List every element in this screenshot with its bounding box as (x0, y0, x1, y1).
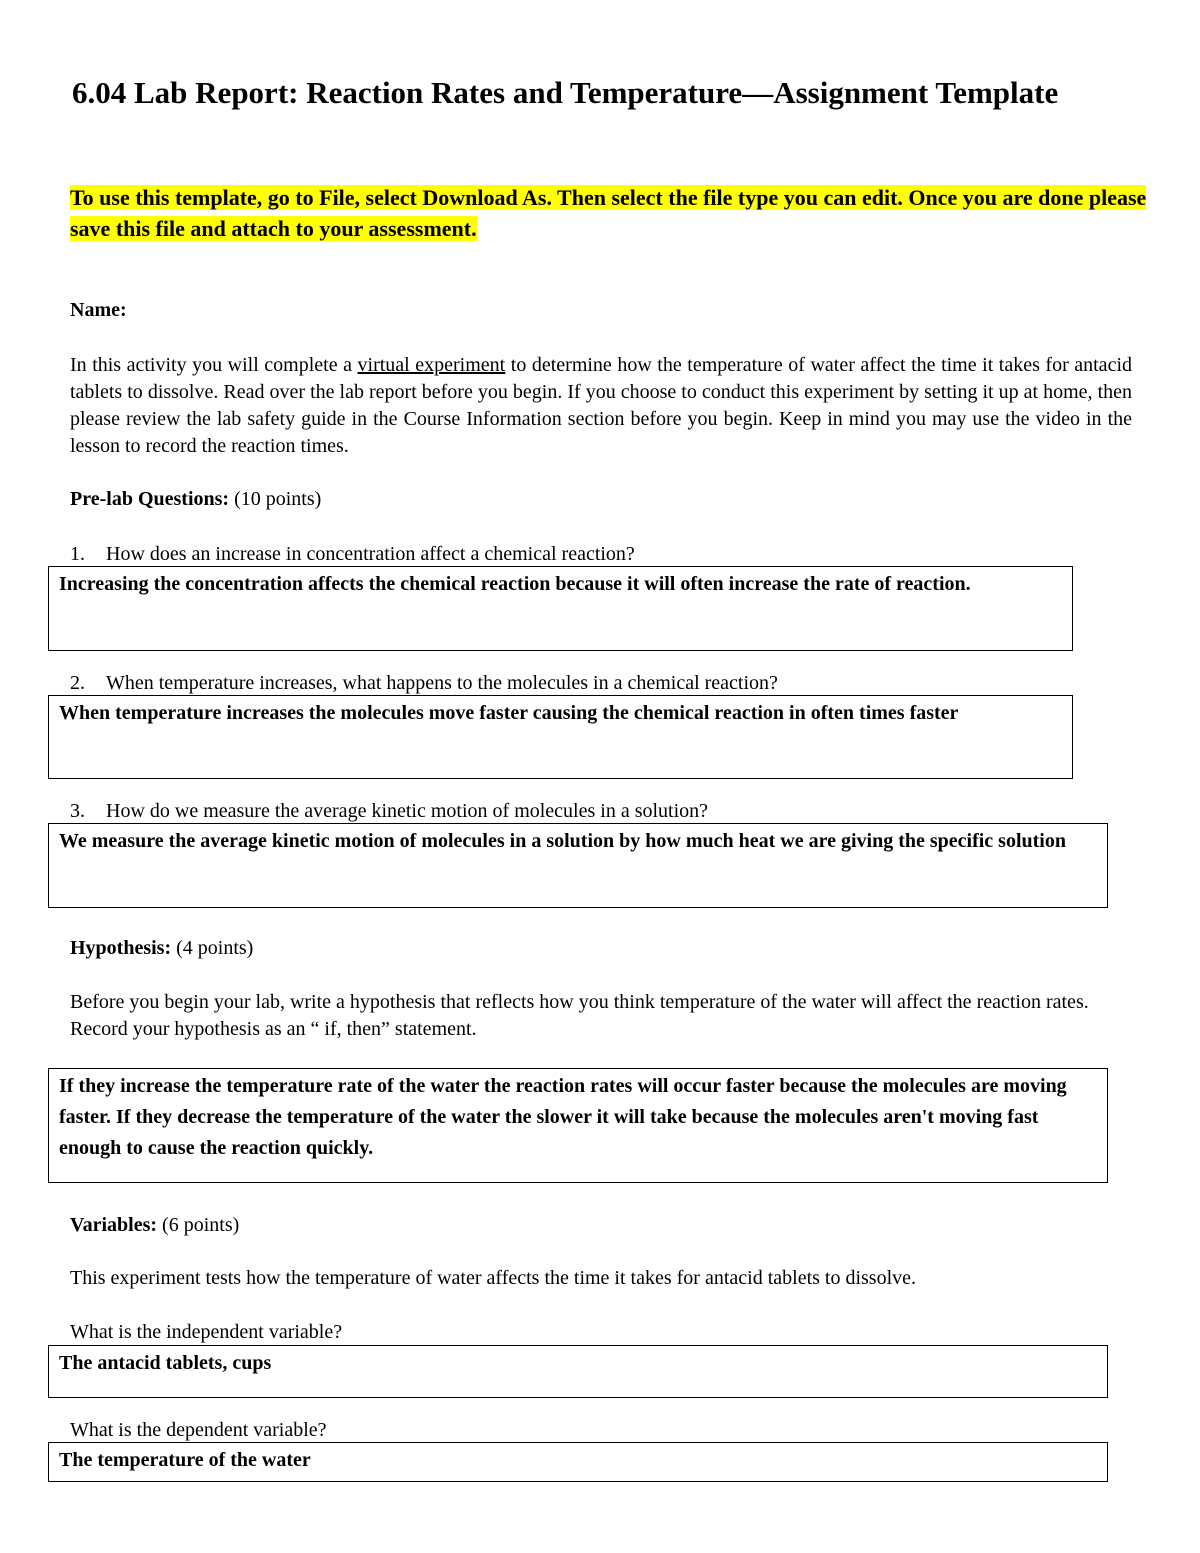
variables-points: (6 points) (162, 1214, 240, 1236)
virtual-experiment-link[interactable]: virtual experiment (357, 354, 506, 376)
intro-text-before: In this activity you will complete a (70, 354, 358, 376)
highlighted-instructions: To use this template, go to File, select Download As. Then select the file type you can edit. Once you are done please save this file and attach to your assessment. (70, 185, 1147, 241)
independent-variable-question: What is the independent variable? (70, 1321, 343, 1343)
template-instructions (70, 182, 1160, 244)
question-2 (70, 670, 778, 697)
prelab-heading-label: Pre-lab Questions: (70, 488, 230, 510)
prelab-points: (10 points) (234, 488, 322, 510)
dependent-variable-question: What is the dependent variable? (70, 1419, 327, 1441)
answer-box-2[interactable]: When temperature increases the molecules move faster causing the chemical reaction in often times faster (48, 695, 1073, 779)
question-number: 2. (70, 672, 85, 694)
variables-heading-label: Variables: (70, 1214, 158, 1236)
intro-text-after: to determine how the temperature of water affect the time it takes for antacid tablets to dissolve. Read over the lab report before you begin. If you choose to conduct this experiment by setting it up at home, then please review the lab safety guide in the Course Information section before you begin. Keep in mind you may use the video in the lesson to record the reaction times. (70, 354, 1132, 457)
hypothesis-heading (70, 935, 253, 962)
question-number: 3. (70, 800, 85, 822)
question-1 (70, 541, 635, 568)
variables-description: This experiment tests how the temperature of water affects the time it takes for antacid tablets to dissolve. (70, 1267, 917, 1289)
question-number: 1. (70, 543, 85, 565)
prelab-heading (70, 486, 321, 513)
answer-box-1[interactable]: Increasing the concentration affects the chemical reaction because it will often increase the rate of reaction. (48, 566, 1073, 651)
question-text: How does an increase in concentration affect a chemical reaction? (106, 543, 635, 565)
hypothesis-heading-label: Hypothesis: (70, 937, 172, 959)
dependent-variable-answer-box[interactable]: The temperature of the water (48, 1442, 1108, 1482)
question-text: When temperature increases, what happens to the molecules in a chemical reaction? (106, 672, 778, 694)
name-label: Name: (70, 299, 127, 321)
hypothesis-points: (4 points) (176, 937, 254, 959)
intro-paragraph (70, 352, 1132, 460)
variables-heading (70, 1212, 239, 1239)
hypothesis-prompt: Before you begin your lab, write a hypothesis that reflects how you think temperature of the water will affect the reaction rates. Record your hypothesis as an “ if, then” statement. (70, 991, 1089, 1040)
question-text: How do we measure the average kinetic motion of molecules in a solution? (106, 800, 709, 822)
question-3 (70, 798, 708, 825)
hypothesis-answer-box[interactable]: If they increase the temperature rate of the water the reaction rates will occur faster because the molecules are moving faster. If they decrease the temperature of the water the slower it will take because the molecules aren't moving fast enough to cause the reaction quickly. (48, 1068, 1108, 1183)
answer-box-3[interactable]: We measure the average kinetic motion of molecules in a solution by how much heat we are giving the specific solution (48, 823, 1108, 908)
page-title: 6.04 Lab Report: Reaction Rates and Temperature—Assignment Template (72, 75, 1059, 110)
independent-variable-answer-box[interactable]: The antacid tablets, cups (48, 1345, 1108, 1398)
